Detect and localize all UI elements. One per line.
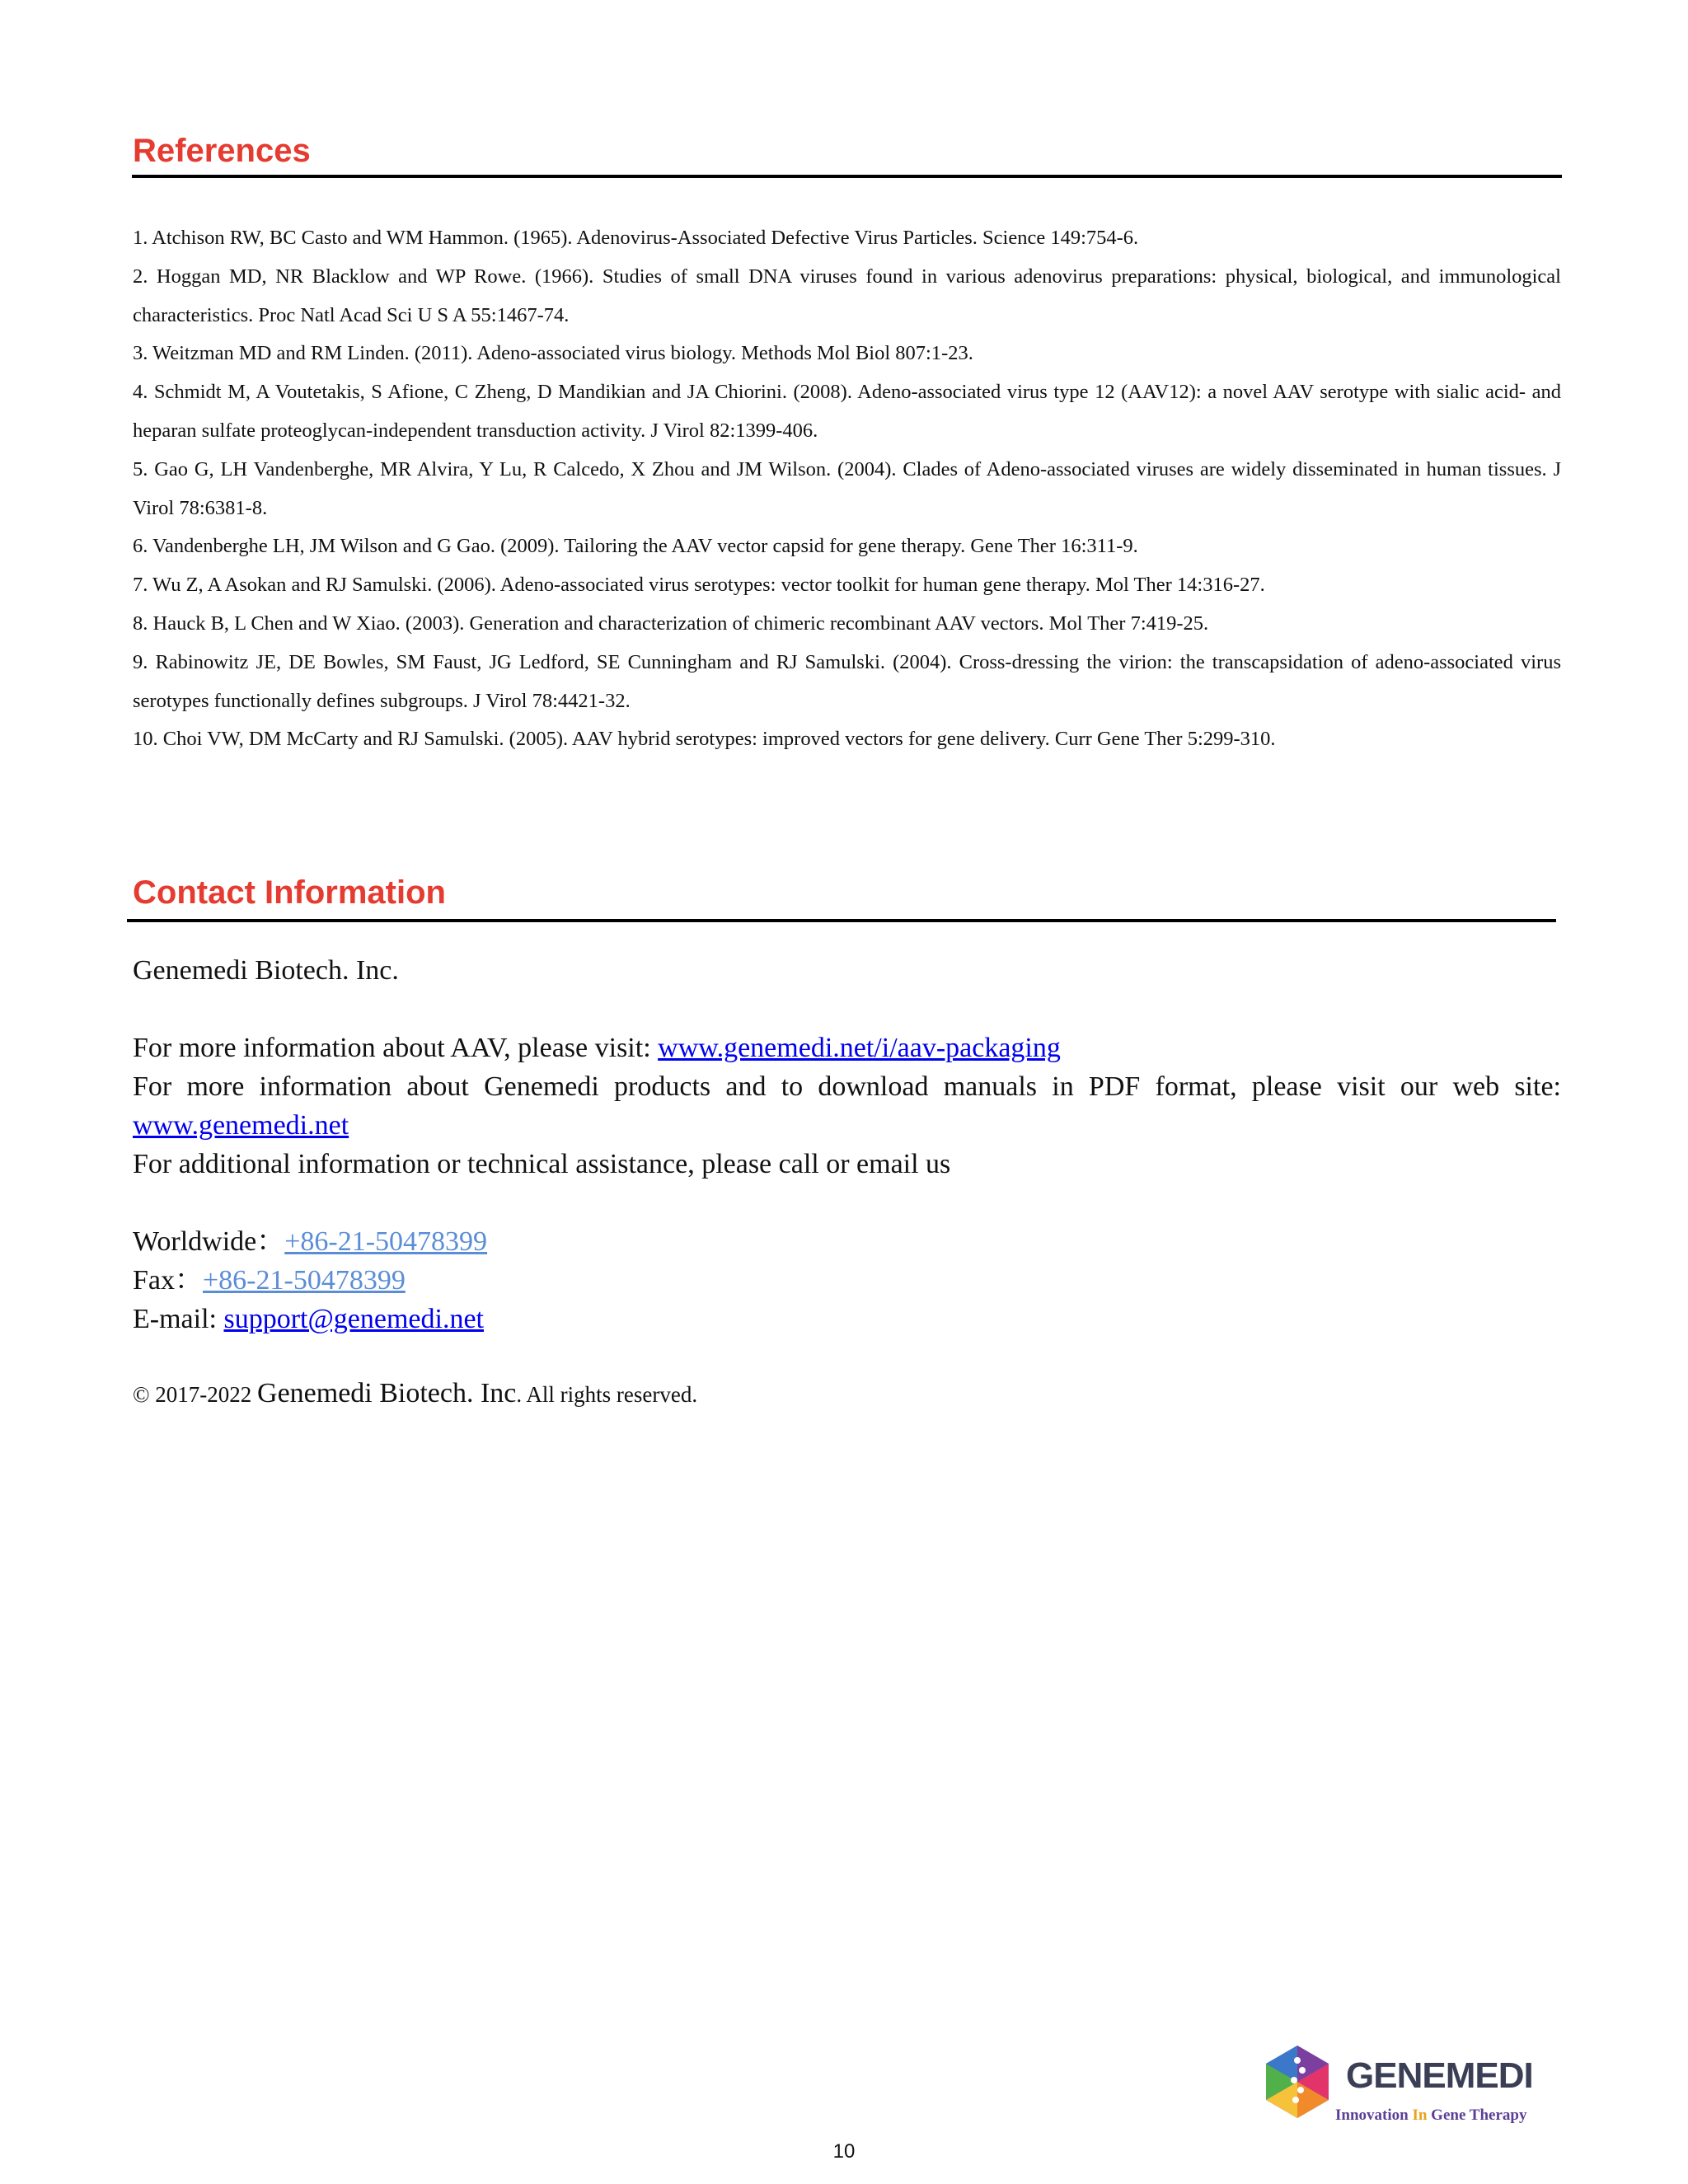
reference-item: 9. Rabinowitz JE, DE Bowles, SM Faust, JG Ledford, SE Cunningham and RJ Samulski. (2004). Cross-dressing the virion: the transcapsidation of adeno-associated virus serotypes functionally defines subgroups. J Virol 78:4421-32. (133, 650, 1561, 712)
contact-heading: Contact Information (133, 874, 446, 911)
company-name: Genemedi Biotech. Inc. (133, 955, 399, 986)
contact-divider (127, 919, 1556, 922)
logo-wordmark: GENEMEDI (1346, 2055, 1533, 2096)
logo-tagline: Innovation In Gene Therapy (1335, 2107, 1527, 2124)
fax-phone-link[interactable]: +86-21-50478399 (203, 1265, 406, 1296)
copyright-prefix: © 2017-2022 (133, 1382, 258, 1407)
email-line (133, 1300, 1561, 1338)
email-link[interactable]: support@genemedi.net (223, 1304, 484, 1334)
worldwide-line (133, 1222, 1561, 1261)
references-divider (132, 175, 1562, 178)
reference-item: 10. Choi VW, DM McCarty and RJ Samulski. (2005). AAV hybrid serotypes: improved vectors for gene delivery. Curr Gene Ther 5:299-310. (133, 728, 1276, 751)
contact-block (133, 951, 1561, 1338)
products-info-line (133, 1067, 1561, 1145)
page-number: 10 (832, 2140, 856, 2163)
copyright-company: Genemedi Biotech. Inc (257, 1378, 517, 1408)
worldwide-label: Worldwide： (133, 1226, 285, 1257)
reference-item: 1. Atchison RW, BC Casto and WM Hammon. (1965). Adenovirus-Associated Defective Virus Particles. Science 149:754-6. (133, 227, 1139, 249)
website-link[interactable]: www.genemedi.net (133, 1110, 349, 1141)
worldwide-phone-link[interactable]: +86-21-50478399 (284, 1226, 488, 1257)
reference-item: 8. Hauck B, L Chen and W Xiao. (2003). Generation and characterization of chimeric recombinant AAV vectors. Mol Ther 7:419-25. (133, 612, 1209, 635)
copyright-suffix: . All rights reserved. (516, 1382, 698, 1407)
logo-hexagon-icon (1259, 2044, 1335, 2120)
reference-item: 5. Gao G, LH Vandenberghe, MR Alvira, Y Lu, R Calcedo, X Zhou and JM Wilson. (2004). Clades of Adeno-associated viruses are widely disseminated in human tissues. J Virol 78:6381-8. (133, 457, 1561, 519)
products-info-text: For more information about Genemedi products and to download manuals in PDF format, please visit our web site: (133, 1071, 1561, 1102)
reference-list (133, 219, 1561, 759)
copyright-notice (133, 1378, 697, 1409)
email-label: E-mail: (133, 1304, 224, 1334)
reference-item: 7. Wu Z, A Asokan and RJ Samulski. (2006). Adeno-associated virus serotypes: vector toolkit for human gene therapy. Mol Ther 14:316-27. (133, 574, 1265, 597)
aav-info-text: For more information about AAV, please visit: (133, 1033, 659, 1063)
aav-info-line (133, 1029, 1561, 1067)
fax-line (133, 1261, 1561, 1300)
reference-item: 6. Vandenberghe LH, JM Wilson and G Gao. (2009). Tailoring the AAV vector capsid for gene therapy. Gene Ther 16:311-9. (133, 535, 1138, 558)
genemedi-logo (1259, 2044, 1564, 2131)
reference-item: 3. Weitzman MD and RM Linden. (2011). Adeno-associated virus biology. Methods Mol Biol 807:1-23. (133, 342, 973, 365)
reference-item: 2. Hoggan MD, NR Blacklow and WP Rowe. (1966). Studies of small DNA viruses found in various adenovirus preparations: physical, biological, and immunological characteristics. Proc Natl Acad Sci U S A 55:1467-74. (133, 265, 1561, 326)
references-heading: References (133, 133, 311, 169)
aav-packaging-link[interactable]: www.genemedi.net/i/aav-packaging (658, 1033, 1061, 1063)
reference-item: 4. Schmidt M, A Voutetakis, S Afione, C Zheng, D Mandikian and JA Chiorini. (2008). Adeno-associated virus type 12 (AAV12): a novel AAV serotype with sialic acid- and heparan sulfate proteoglycan-independent transduction activity. J Virol 82:1399-406. (133, 381, 1561, 442)
assistance-text: For additional information or technical assistance, please call or email us (133, 1149, 951, 1179)
fax-label: Fax： (133, 1265, 203, 1296)
